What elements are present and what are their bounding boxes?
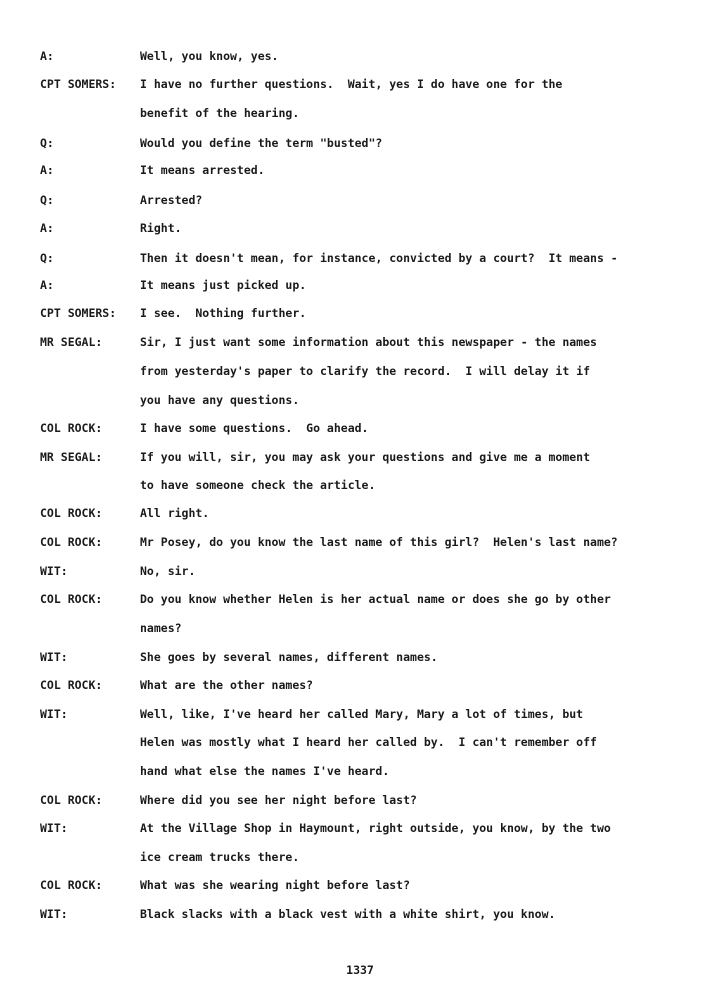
line-text: Well, like, I've heard her called Mary, Mary a lot of times, but [140,707,584,721]
speaker-label: MR SEGAL: [40,335,103,349]
transcript-line [0,561,720,581]
line-text: Sir, I just want some information about this newspaper - the names [140,335,597,349]
line-text: Helen was mostly what I heard her called by. I can't remember off [140,735,597,749]
transcript-line [0,761,720,781]
line-text: At the Village Shop in Haymount, right outside, you know, by the two [140,821,611,835]
line-text: No, sir. [140,564,196,578]
line-text: Do you know whether Helen is her actual name or does she go by other [140,592,611,606]
transcript-line [0,704,720,724]
transcript-line [0,818,720,838]
transcript-line [0,675,720,695]
speaker-label: COL ROCK: [40,592,103,606]
speaker-label: MR SEGAL: [40,450,103,464]
speaker-label: A: [40,49,54,63]
line-text: She goes by several names, different names. [140,650,438,664]
speaker-label: WIT: [40,564,68,578]
line-text: to have someone check the article. [140,478,376,492]
transcript-line [0,475,720,495]
transcript-line [0,46,720,66]
speaker-label: WIT: [40,707,68,721]
line-text: What are the other names? [140,678,314,692]
speaker-label: COL ROCK: [40,878,103,892]
speaker-label: A: [40,221,54,235]
speaker-label: Q: [40,251,54,265]
speaker-label: WIT: [40,821,68,835]
transcript-line [0,503,720,523]
line-text: Then it doesn't mean, for instance, convicted by a court? It means - [140,251,618,265]
transcript-line [0,303,720,323]
speaker-label: WIT: [40,907,68,921]
transcript-line [0,447,720,467]
line-text: Well, you know, yes. [140,49,279,63]
transcript-line [0,332,720,352]
speaker-label: CPT SOMERS: [40,77,117,91]
transcript-line [0,418,720,438]
speaker-label: WIT: [40,650,68,664]
transcript-line [0,875,720,895]
line-text: from yesterday's paper to clarify the record. I will delay it if [140,364,591,378]
transcript-line [0,275,720,295]
line-text: Arrested? [140,193,203,207]
line-text: What was she wearing night before last? [140,878,411,892]
speaker-label: Q: [40,193,54,207]
line-text: Where did you see her night before last? [140,793,417,807]
line-text: I have some questions. Go ahead. [140,421,369,435]
speaker-label: CPT SOMERS: [40,306,117,320]
transcript-line [0,74,720,94]
transcript-line [0,647,720,667]
speaker-label: COL ROCK: [40,421,103,435]
transcript-line [0,103,720,123]
speaker-label: COL ROCK: [40,535,103,549]
line-text: hand what else the names I've heard. [140,764,390,778]
line-text: Mr Posey, do you know the last name of this girl? Helen's last name? [140,535,618,549]
line-text: you have any questions. [140,393,300,407]
transcript-line [0,847,720,867]
speaker-label: COL ROCK: [40,793,103,807]
line-text: It means just picked up. [140,278,307,292]
transcript-line [0,218,720,238]
speaker-label: COL ROCK: [40,506,103,520]
transcript-line [0,618,720,638]
line-text: I have no further questions. Wait, yes I do have one for the [140,77,563,91]
transcript-line [0,361,720,381]
transcript-line [0,732,720,752]
line-text: benefit of the hearing. [140,106,300,120]
transcript-line [0,904,720,924]
speaker-label: COL ROCK: [40,678,103,692]
transcript-line [0,248,720,268]
line-text: Would you define the term "busted"? [140,136,383,150]
line-text: names? [140,621,182,635]
page-number: 1337 [346,963,374,977]
speaker-label: A: [40,163,54,177]
transcript-line [0,190,720,210]
line-text: I see. Nothing further. [140,306,307,320]
speaker-label: Q: [40,136,54,150]
line-text: Right. [140,221,182,235]
speaker-label: A: [40,278,54,292]
transcript-line [0,589,720,609]
line-text: Black slacks with a black vest with a white shirt, you know. [140,907,556,921]
transcript-line [0,133,720,153]
transcript-line [0,532,720,552]
line-text: All right. [140,506,210,520]
line-text: If you will, sir, you may ask your questions and give me a moment [140,450,591,464]
transcript-line [0,790,720,810]
line-text: It means arrested. [140,163,265,177]
transcript-line [0,390,720,410]
transcript-line [0,160,720,180]
line-text: ice cream trucks there. [140,850,300,864]
